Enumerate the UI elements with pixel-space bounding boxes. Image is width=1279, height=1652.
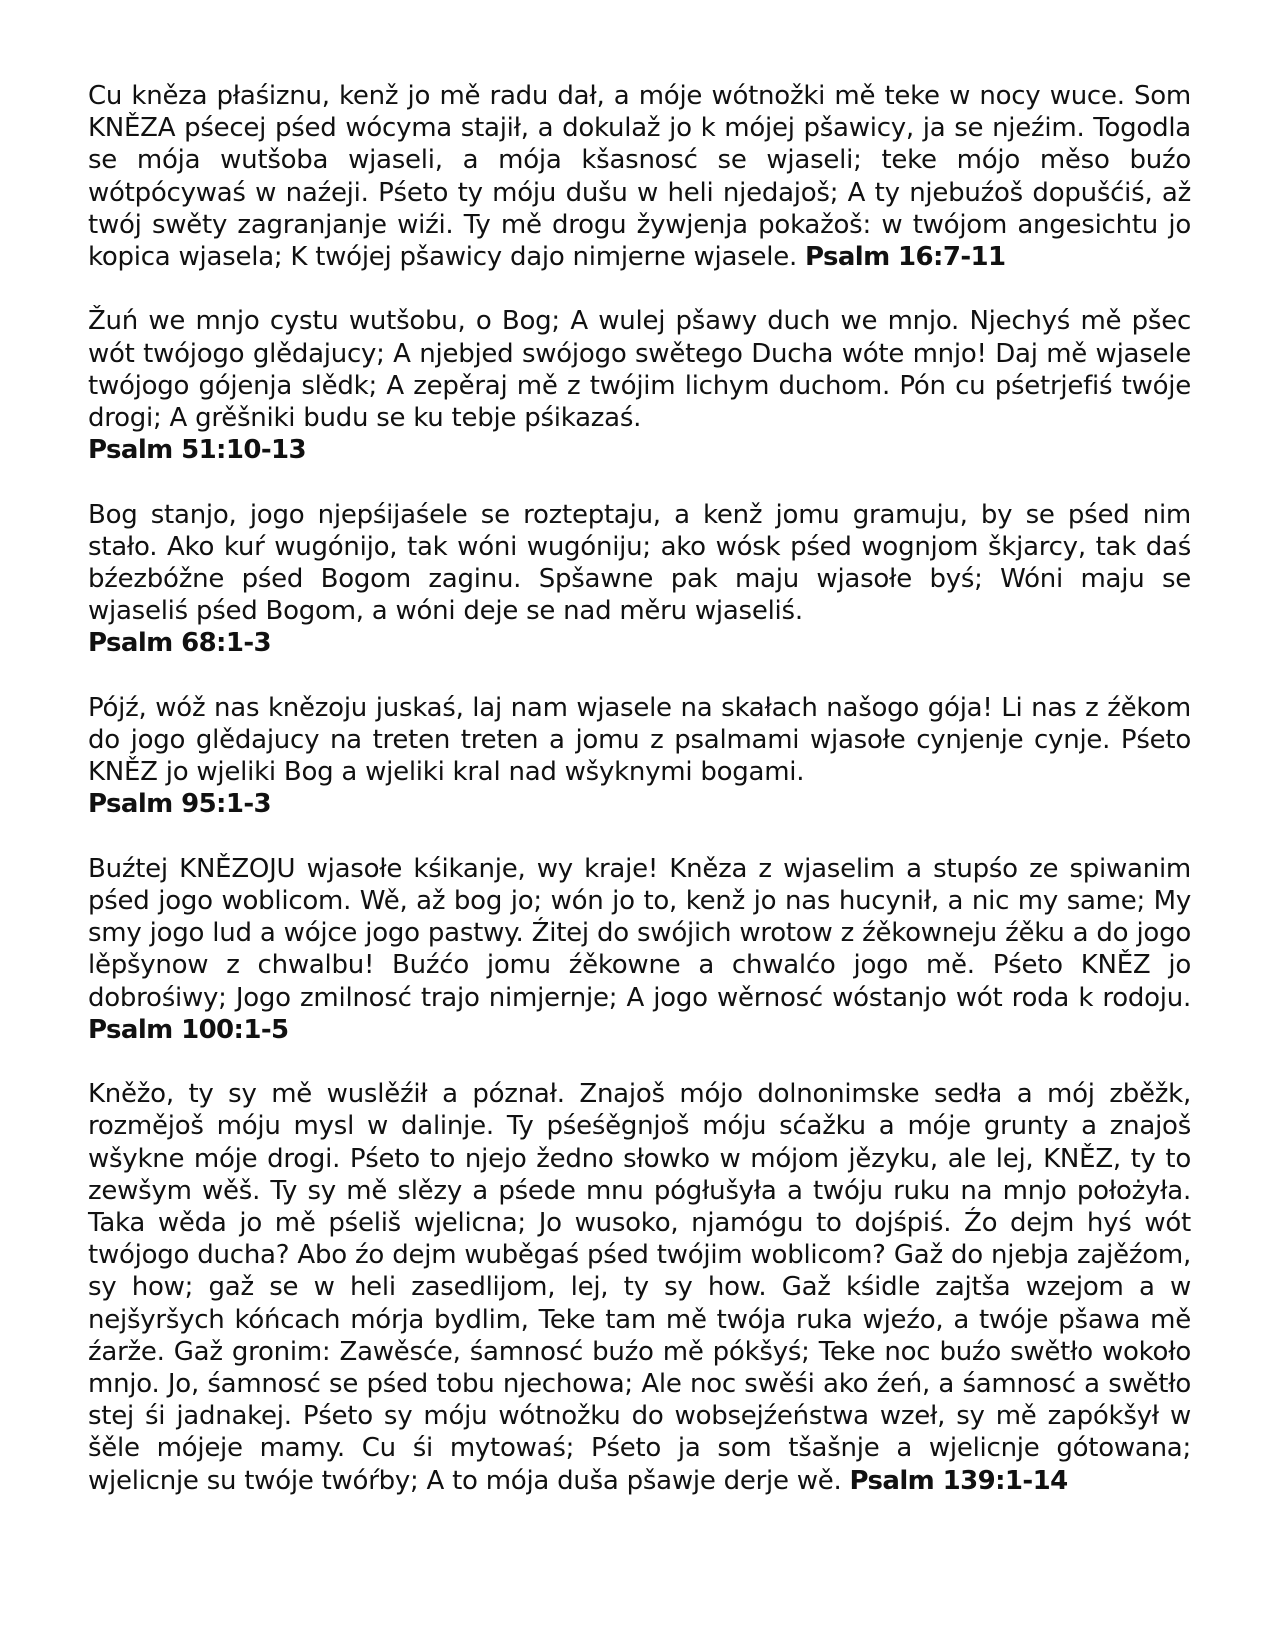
passage-psalm-139 <box>88 1078 1191 1497</box>
scripture-reference: Psalm 51:10-13 <box>88 435 307 466</box>
document-page <box>88 80 1191 1529</box>
scripture-reference: Psalm 139:1-14 <box>849 1465 1068 1496</box>
passage-text: Pójź, wóž nas knězoju juskaś, laj nam wjasele na skałach našogo gója! Li nas z źěkom do jogo glědajucy na treten treten a jomu z psalmami wjasołe cynjenje cynje. Pśeto KNĚZ jo wjeliki Bog a wjeliki kral nad wšyknymi bogami. <box>88 692 1191 788</box>
passage-text: Buźtej KNĚZOJU wjasołe kśikanje, wy kraje! Kněza z wjaselim a stupśo ze spiwanim pśed jogo woblicom. Wě, až bog jo; wón jo to, kenž jo nas hucynił, a nic my same; My smy jogo lud a wójce jogo pastwy. Źitej do swójich wrotow z źěkowneju źěku a do jogo lěpšynow z chwalbu! Buźćo jomu źěkowne a chwalćo jogo mě. Pśeto KNĚZ jo dobrośiwy; Jogo zmilnosć trajo nimjernje; A jogo wěrnosć wóstanjo wót roda k rodoju. <box>88 853 1191 1013</box>
scripture-reference: Psalm 100:1-5 <box>88 1014 289 1045</box>
passage-text: Bog stanjo, jogo njepśijaśele se rozteptaju, a kenž jomu gramuju, by se pśed nim stało. Ako kuŕ wugónijo, tak wóni wugóniju; ako wósk pśed wognjom škjarcy, tak daś bźezbóžne pśed Bogom zaginu. Spšawne pak maju wjasołe byś; Wóni maju se wjaseliś pśed Bogom, a wóni deje se nad měru wjaseliś. <box>88 499 1191 627</box>
scripture-reference: Psalm 95:1-3 <box>88 789 272 820</box>
passage-text: Cu kněza płaśiznu, kenž jo mě radu dał, a móje wótnožki mě teke w nocy wuce. Som KNĚZA pśecej pśed wócyma stajił, a dokulaž jo k mójej pšawicy, ja se njeźim. Togodla se mója wutšoba wjaseli, a mója kšasnosć se wjaseli; teke mójo měso buźo wótpócywaś w naźeji. Pśeto ty móju dušu w heli njedajoš; A ty njebuźoš dopušćiś, až twój swěty zagranjanje wiźi. Ty mě drogu žywjenja pokažoš: w twójom angesichtu jo kopica wjasela; K twójej pšawicy dajo nimjerne wjasele. <box>88 81 1191 273</box>
passage-psalm-95 <box>88 692 1191 821</box>
passage-text: Kněžo, ty sy mě wuslěźił a póznał. Znajoš mójo dolnonimske sedła a mój zběžk, rozmějoš móju mysl w dalinje. Ty pśeśěgnjoš móju sćažku a móje grunty a znajoš wšykne móje drogi. Pśeto to njejo žedno słowko w mójom jězyku, ale lej, KNĚZ, ty to zewšym wěš. Ty sy mě slězy a pśede mnu pógłušyła a twóju ruku na mnjo położyła. Taka wěda jo mě pśeliš wjelicna; Jo wusoko, njamógu to dojśpiś. Źo dejm hyś wót twójogo ducha? Abo źo dejm wuběgaś pśed twójim woblicom? Gaž do njebja zajěźom, sy how; gaž se w heli zasedlijom, lej, ty sy how. Gaž kśidle zajtša wzejom a w nejšyršych kóńcach mórja bydlim, Teke tam mě twója ruka wjeźo, a twóje pšawa mě źarže. Gaž gronim: Zawěsće, śamnosć buźo mě pókšyś; Teke noc buźo swětło wokoło mnjo. Jo, śamnosć se pśed tobu njechowa; Ale noc swěśi ako źeń, a śamnosć a swětło stej śi jadnakej. Pśeto sy móju wótnožku do wobsejźeństwa wzeł, sy mě zapókšył w šěle mójeje mamy. Cu śi mytowaś; Pśeto ja som tšašnje a wjelicnje gótowana; wjelicnje su twóje twóŕby; A to mója duša pšawje derje wě. <box>88 1079 1191 1496</box>
passage-text: Žuń we mnjo cystu wutšobu, o Bog; A wulej pšawy duch we mnjo. Njechyś mě pšec wót twójogo glědajucy; A njebjed swójogo swětego Ducha wóte mnjo! Daj mě wjasele twójogo gójenja slědk; A zepěraj mě z twójim lichym duchom. Pón cu pśetrjefiś twóje drogi; A grěšniki budu se ku tebje pśikazaś. <box>88 306 1191 434</box>
passage-psalm-16 <box>88 80 1191 273</box>
passage-psalm-68 <box>88 499 1191 660</box>
scripture-reference: Psalm 68:1-3 <box>88 628 272 659</box>
scripture-reference: Psalm 16:7-11 <box>804 242 1006 273</box>
passage-psalm-100 <box>88 853 1191 1046</box>
passage-psalm-51 <box>88 305 1191 466</box>
